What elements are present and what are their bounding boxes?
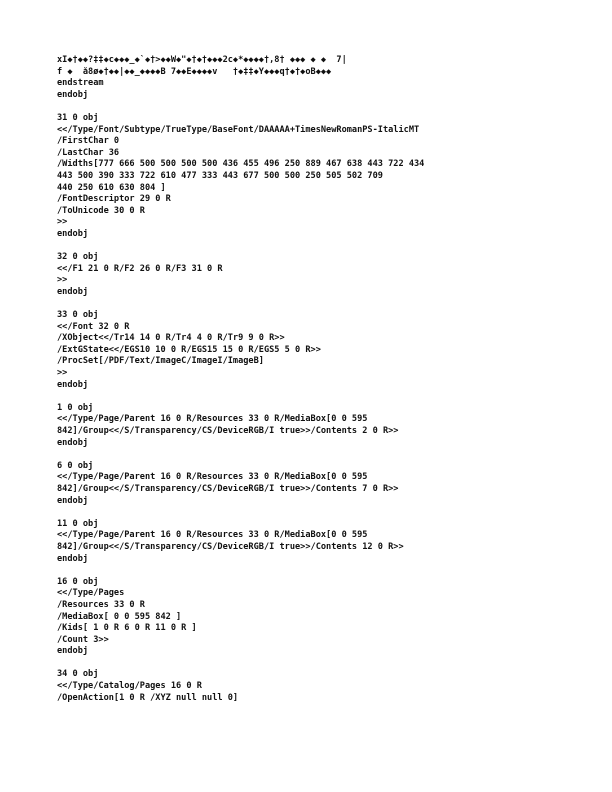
text-line: /MediaBox[ 0 0 595 842 ]: [57, 611, 182, 622]
text-line: 34 0 obj: [57, 669, 99, 680]
text-line: <</Type/Page/Parent 16 0 R/Resources 33 0 R/MediaBox[0 0 595: [57, 530, 368, 541]
text-line: /LastChar 36: [57, 147, 120, 158]
text-line: endobj: [57, 646, 89, 657]
text-line: >>: [57, 217, 68, 228]
text-line: endobj: [57, 379, 89, 390]
blank-line: [57, 391, 597, 403]
text-line: /Resources 33 0 R: [57, 599, 145, 610]
pdf-source-text: [57, 55, 597, 704]
blank-line: [57, 449, 597, 461]
blank-line: [57, 101, 597, 113]
text-line: <</Type/Page/Parent 16 0 R/Resources 33 0 R/MediaBox[0 0 595: [57, 472, 368, 483]
text-line: <</Type/Pages: [57, 588, 125, 599]
text-line: f ◆ å8ø◆†◆◆|◆◆_◆◆◆◆B 7◆◆E◆◆◆◆v †◆‡‡◆Y◆◆◆q†◆†◆oB◆◆◆: [57, 66, 332, 77]
text-line: 16 0 obj: [57, 576, 99, 587]
blank-line: [57, 565, 597, 577]
text-line: endobj: [57, 495, 89, 506]
text-line: >>: [57, 275, 68, 286]
text-line: /Widths[777 666 500 500 500 500 436 455 496 250 889 467 638 443 722 434: [57, 159, 425, 170]
text-line: /OpenAction[1 0 R /XYZ null null 0]: [57, 692, 239, 703]
text-line: /Count 3>>: [57, 634, 109, 645]
text-line: endstream: [57, 78, 104, 89]
text-line: /FirstChar 0: [57, 136, 120, 147]
text-line: >>: [57, 368, 68, 379]
text-line: /ToUnicode 30 0 R: [57, 205, 145, 216]
text-line: /FontDescriptor 29 0 R: [57, 194, 171, 205]
text-line: 31 0 obj: [57, 112, 99, 123]
blank-line: [57, 658, 597, 670]
text-line: <</Type/Font/Subtype/TrueType/BaseFont/DAAAAA+TimesNewRomanPS-ItalicMT: [57, 124, 420, 135]
text-line: <</Type/Page/Parent 16 0 R/Resources 33 0 R/MediaBox[0 0 595: [57, 414, 368, 425]
text-line: 6 0 obj: [57, 460, 94, 471]
blank-line: [57, 241, 597, 253]
text-line: <</Type/Catalog/Pages 16 0 R: [57, 681, 202, 692]
text-line: /Kids[ 1 0 R 6 0 R 11 0 R ]: [57, 623, 197, 634]
text-line: <</F1 21 0 R/F2 26 0 R/F3 31 0 R: [57, 263, 223, 274]
text-line: /ProcSet[/PDF/Text/ImageC/ImageI/ImageB]: [57, 356, 264, 367]
text-line: 1 0 obj: [57, 402, 94, 413]
text-line: endobj: [57, 286, 89, 297]
text-line: 842]/Group<</S/Transparency/CS/DeviceRGB/I true>>/Contents 12 0 R>>: [57, 541, 404, 552]
text-line: /ExtGState<</EGS10 10 0 R/EGS15 15 0 R/EGS5 5 0 R>>: [57, 344, 321, 355]
text-line: endobj: [57, 89, 89, 100]
text-line: 440 250 610 630 804 ]: [57, 182, 166, 193]
text-line: endobj: [57, 228, 89, 239]
text-line: endobj: [57, 553, 89, 564]
text-line: 443 500 390 333 722 610 477 333 443 677 500 500 250 505 502 709: [57, 170, 383, 181]
blank-line: [57, 298, 597, 310]
text-line: endobj: [57, 437, 89, 448]
text-line: /XObject<</Tr14 14 0 R/Tr4 4 0 R/Tr9 9 0 R>>: [57, 333, 285, 344]
text-line: 33 0 obj: [57, 310, 99, 321]
text-line: <</Font 32 0 R: [57, 321, 130, 332]
blank-line: [57, 507, 597, 519]
text-line: xI◆†◆◆?‡‡◆c◆◆◆_◆`◆†>◆◆W◆"◆†◆†◆◆◆2c◆*◆◆◆◆†,8† ◆◆◆ ◆ ◆ 7|: [57, 55, 347, 65]
text-line: 11 0 obj: [57, 518, 99, 529]
text-line: 32 0 obj: [57, 252, 99, 263]
text-line: 842]/Group<</S/Transparency/CS/DeviceRGB/I true>>/Contents 7 0 R>>: [57, 483, 399, 494]
text-line: 842]/Group<</S/Transparency/CS/DeviceRGB/I true>>/Contents 2 0 R>>: [57, 426, 399, 436]
